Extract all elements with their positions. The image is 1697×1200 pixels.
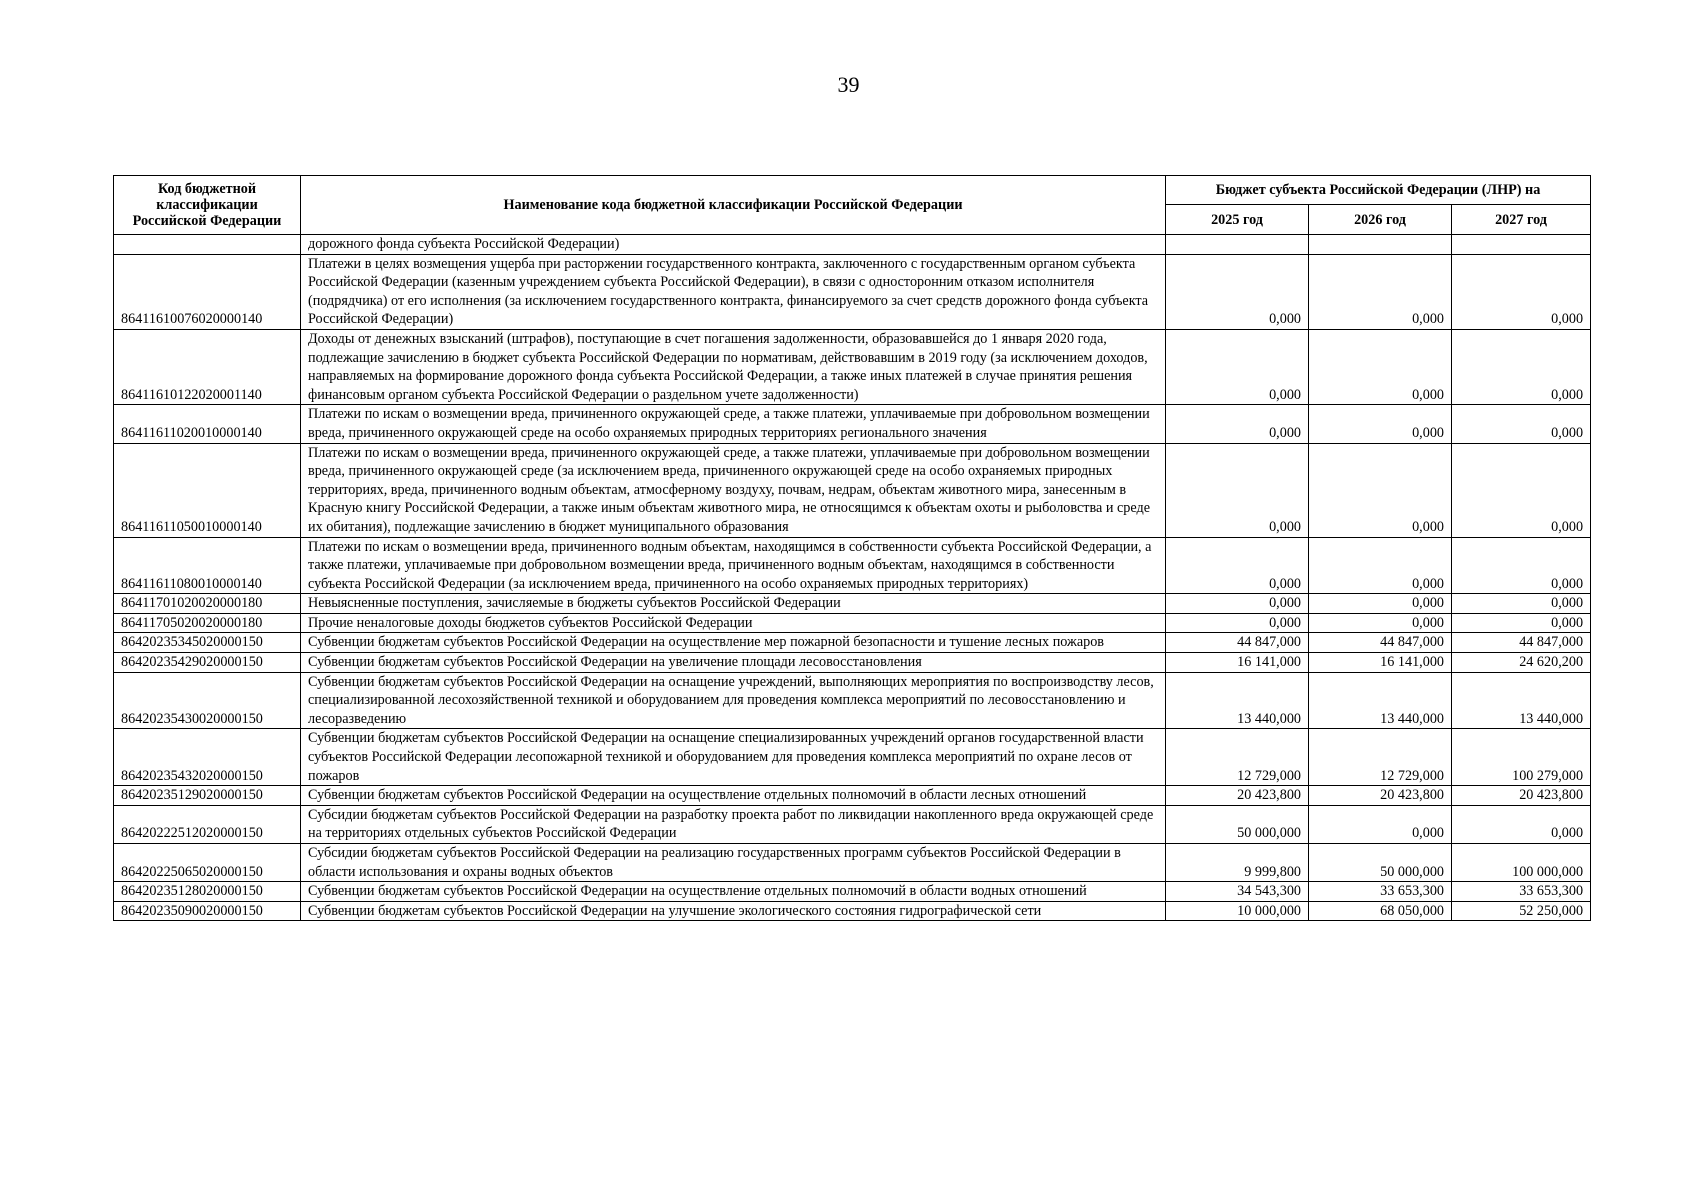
cell-name: Субвенции бюджетам субъектов Российской Федерации на оснащение специализированных учреждений органов государственной власти субъектов Российской Федерации лесопожарной техникой и оборудованием для проведения комплекса мероприятий по охране лесов от пожаров [301, 729, 1166, 786]
cell-2027: 0,000 [1452, 443, 1591, 537]
cell-name: Доходы от денежных взысканий (штрафов), поступающие в счет погашения задолженности, образовавшейся до 1 января 2020 года, подлежащие зачислению в бюджет субъекта Российской Федерации по нормативам, действовавшим в 2019 году (за исключением доходов, направляемых на формирование дорожного фонда субъекта Российской Федерации, а также иных платежей в случае принятия решения финансовым органом субъекта Российской Федерации о раздельном учете задолженности) [301, 329, 1166, 404]
cell-2026: 0,000 [1309, 443, 1452, 537]
cell-2026: 44 847,000 [1309, 633, 1452, 653]
cell-2025: 0,000 [1166, 405, 1309, 443]
cell-name: Субвенции бюджетам субъектов Российской Федерации на осуществление отдельных полномочий в области лесных отношений [301, 786, 1166, 806]
table-row [114, 405, 1591, 443]
header-year-2027: 2027 год [1452, 205, 1591, 235]
header-code: Код бюджетной классификации Российской Федерации [114, 176, 301, 235]
cell-2027: 0,000 [1452, 405, 1591, 443]
cell-name: Субвенции бюджетам субъектов Российской Федерации на осуществление мер пожарной безопасности и тушение лесных пожаров [301, 633, 1166, 653]
cell-code: 86420235129020000150 [114, 786, 301, 806]
cell-2027: 52 250,000 [1452, 901, 1591, 921]
cell-2027: 20 423,800 [1452, 786, 1591, 806]
table-row [114, 594, 1591, 614]
cell-code: 86420235128020000150 [114, 882, 301, 902]
cell-code: 86420235429020000150 [114, 653, 301, 673]
cell-name: Субсидии бюджетам субъектов Российской Федерации на разработку проекта работ по ликвидации накопленного вреда окружающей среде на территориях отдельных субъектов Российской Федерации [301, 805, 1166, 843]
table-row [114, 613, 1591, 633]
cell-2027 [1452, 235, 1591, 255]
table-header-row [114, 176, 1591, 205]
page-number: 39 [837, 72, 860, 97]
table-row [114, 329, 1591, 404]
cell-code: 86420222512020000150 [114, 805, 301, 843]
table-row [114, 805, 1591, 843]
header-year-2026: 2026 год [1309, 205, 1452, 235]
table-row [114, 235, 1591, 255]
cell-2025: 0,000 [1166, 254, 1309, 329]
cell-2025: 13 440,000 [1166, 672, 1309, 729]
table-row [114, 254, 1591, 329]
cell-code: 86411610076020000140 [114, 254, 301, 329]
cell-name: Субвенции бюджетам субъектов Российской Федерации на оснащение учреждений, выполняющих мероприятия по воспроизводству лесов, специализированной лесохозяйственной техникой и оборудованием для проведения комплекса мероприятий по лесовосстановлению и лесоразведению [301, 672, 1166, 729]
table-row [114, 729, 1591, 786]
cell-2027: 100 279,000 [1452, 729, 1591, 786]
cell-2025: 16 141,000 [1166, 653, 1309, 673]
cell-2026: 0,000 [1309, 405, 1452, 443]
table-body [114, 235, 1591, 921]
cell-2025: 0,000 [1166, 594, 1309, 614]
cell-2025: 44 847,000 [1166, 633, 1309, 653]
cell-code: 86411611020010000140 [114, 405, 301, 443]
cell-2026: 50 000,000 [1309, 844, 1452, 882]
cell-2026: 68 050,000 [1309, 901, 1452, 921]
cell-code: 86420225065020000150 [114, 844, 301, 882]
cell-code: 86411611050010000140 [114, 443, 301, 537]
cell-2026: 0,000 [1309, 329, 1452, 404]
cell-2027: 24 620,200 [1452, 653, 1591, 673]
cell-2026: 13 440,000 [1309, 672, 1452, 729]
cell-name: Платежи в целях возмещения ущерба при расторжении государственного контракта, заключенного с государственным органом субъекта Российской Федерации (казенным учреждением субъекта Российской Федерации), в связи с односторонним отказом исполнителя (подрядчика) от его исполнения (за исключением государственного контракта, финансируемого за счет средств дорожного фонда субъекта Российской Федерации) [301, 254, 1166, 329]
cell-2025: 12 729,000 [1166, 729, 1309, 786]
cell-2026: 20 423,800 [1309, 786, 1452, 806]
cell-code: 86420235345020000150 [114, 633, 301, 653]
table-row [114, 537, 1591, 594]
cell-2026: 0,000 [1309, 613, 1452, 633]
cell-name: Платежи по искам о возмещении вреда, причиненного окружающей среде, а также платежи, уплачиваемые при добровольном возмещении вреда, причиненного окружающей среде (за исключением вреда, причиненного окружающей среде на особо охраняемых природных территориях, вреда, причиненного водным объектам, атмосферному воздуху, почвам, недрам, объектам животного мира, занесенным в Красную книгу Российской Федерации, а также иным объектам животного мира, не относящимся к объектам охоты и рыболовства и среде их обитания), подлежащие зачислению в бюджет муниципального образования [301, 443, 1166, 537]
header-year-2025: 2025 год [1166, 205, 1309, 235]
cell-code: 86420235432020000150 [114, 729, 301, 786]
cell-2025: 34 543,300 [1166, 882, 1309, 902]
cell-code: 86420235430020000150 [114, 672, 301, 729]
cell-name: Невыясненные поступления, зачисляемые в бюджеты субъектов Российской Федерации [301, 594, 1166, 614]
cell-2027: 0,000 [1452, 594, 1591, 614]
table-row [114, 901, 1591, 921]
cell-2025: 0,000 [1166, 537, 1309, 594]
cell-2026: 0,000 [1309, 537, 1452, 594]
cell-2026: 0,000 [1309, 594, 1452, 614]
cell-2026 [1309, 235, 1452, 255]
cell-name: дорожного фонда субъекта Российской Федерации) [301, 235, 1166, 255]
table-row [114, 443, 1591, 537]
table-row [114, 844, 1591, 882]
cell-code: 86411705020020000180 [114, 613, 301, 633]
cell-name: Прочие неналоговые доходы бюджетов субъектов Российской Федерации [301, 613, 1166, 633]
table-row [114, 672, 1591, 729]
cell-2026: 16 141,000 [1309, 653, 1452, 673]
cell-name: Субвенции бюджетам субъектов Российской Федерации на улучшение экологического состояния гидрографической сети [301, 901, 1166, 921]
budget-table [113, 175, 1591, 921]
cell-2025: 0,000 [1166, 613, 1309, 633]
cell-name: Платежи по искам о возмещении вреда, причиненного окружающей среде, а также платежи, уплачиваемые при добровольном возмещении вреда, причиненного окружающей среде на особо охраняемых природных территориях регионального значения [301, 405, 1166, 443]
cell-2027: 0,000 [1452, 254, 1591, 329]
cell-code: 86411611080010000140 [114, 537, 301, 594]
cell-2025: 0,000 [1166, 329, 1309, 404]
cell-2027: 0,000 [1452, 537, 1591, 594]
header-name: Наименование кода бюджетной классификации Российской Федерации [301, 176, 1166, 235]
cell-2025: 0,000 [1166, 443, 1309, 537]
cell-2025: 50 000,000 [1166, 805, 1309, 843]
table-row [114, 786, 1591, 806]
cell-2025: 20 423,800 [1166, 786, 1309, 806]
cell-2027: 0,000 [1452, 805, 1591, 843]
cell-2027: 33 653,300 [1452, 882, 1591, 902]
cell-2027: 100 000,000 [1452, 844, 1591, 882]
cell-code: 86411701020020000180 [114, 594, 301, 614]
table-row [114, 882, 1591, 902]
cell-name: Платежи по искам о возмещении вреда, причиненного водным объектам, находящимся в собственности субъекта Российской Федерации, а также платежи, уплачиваемые при добровольном возмещении вреда, причиненного водным объектам, находящимся в собственности субъекта Российской Федерации (за исключением вреда, причиненного на особо охраняемых природных территориях) [301, 537, 1166, 594]
cell-name: Субвенции бюджетам субъектов Российской Федерации на осуществление отдельных полномочий в области водных отношений [301, 882, 1166, 902]
cell-name: Субсидии бюджетам субъектов Российской Федерации на реализацию государственных программ субъектов Российской Федерации в области использования и охраны водных объектов [301, 844, 1166, 882]
cell-2026: 12 729,000 [1309, 729, 1452, 786]
cell-2027: 0,000 [1452, 613, 1591, 633]
cell-code [114, 235, 301, 255]
cell-2025: 10 000,000 [1166, 901, 1309, 921]
cell-2027: 44 847,000 [1452, 633, 1591, 653]
table-row [114, 633, 1591, 653]
cell-code: 86411610122020001140 [114, 329, 301, 404]
cell-2026: 0,000 [1309, 254, 1452, 329]
cell-2026: 0,000 [1309, 805, 1452, 843]
header-budget: Бюджет субъекта Российской Федерации (ЛНР) на [1166, 176, 1591, 205]
table-row [114, 653, 1591, 673]
cell-2027: 13 440,000 [1452, 672, 1591, 729]
cell-code: 86420235090020000150 [114, 901, 301, 921]
cell-name: Субвенции бюджетам субъектов Российской Федерации на увеличение площади лесовосстановления [301, 653, 1166, 673]
cell-2026: 33 653,300 [1309, 882, 1452, 902]
cell-2025: 9 999,800 [1166, 844, 1309, 882]
cell-2027: 0,000 [1452, 329, 1591, 404]
cell-2025 [1166, 235, 1309, 255]
